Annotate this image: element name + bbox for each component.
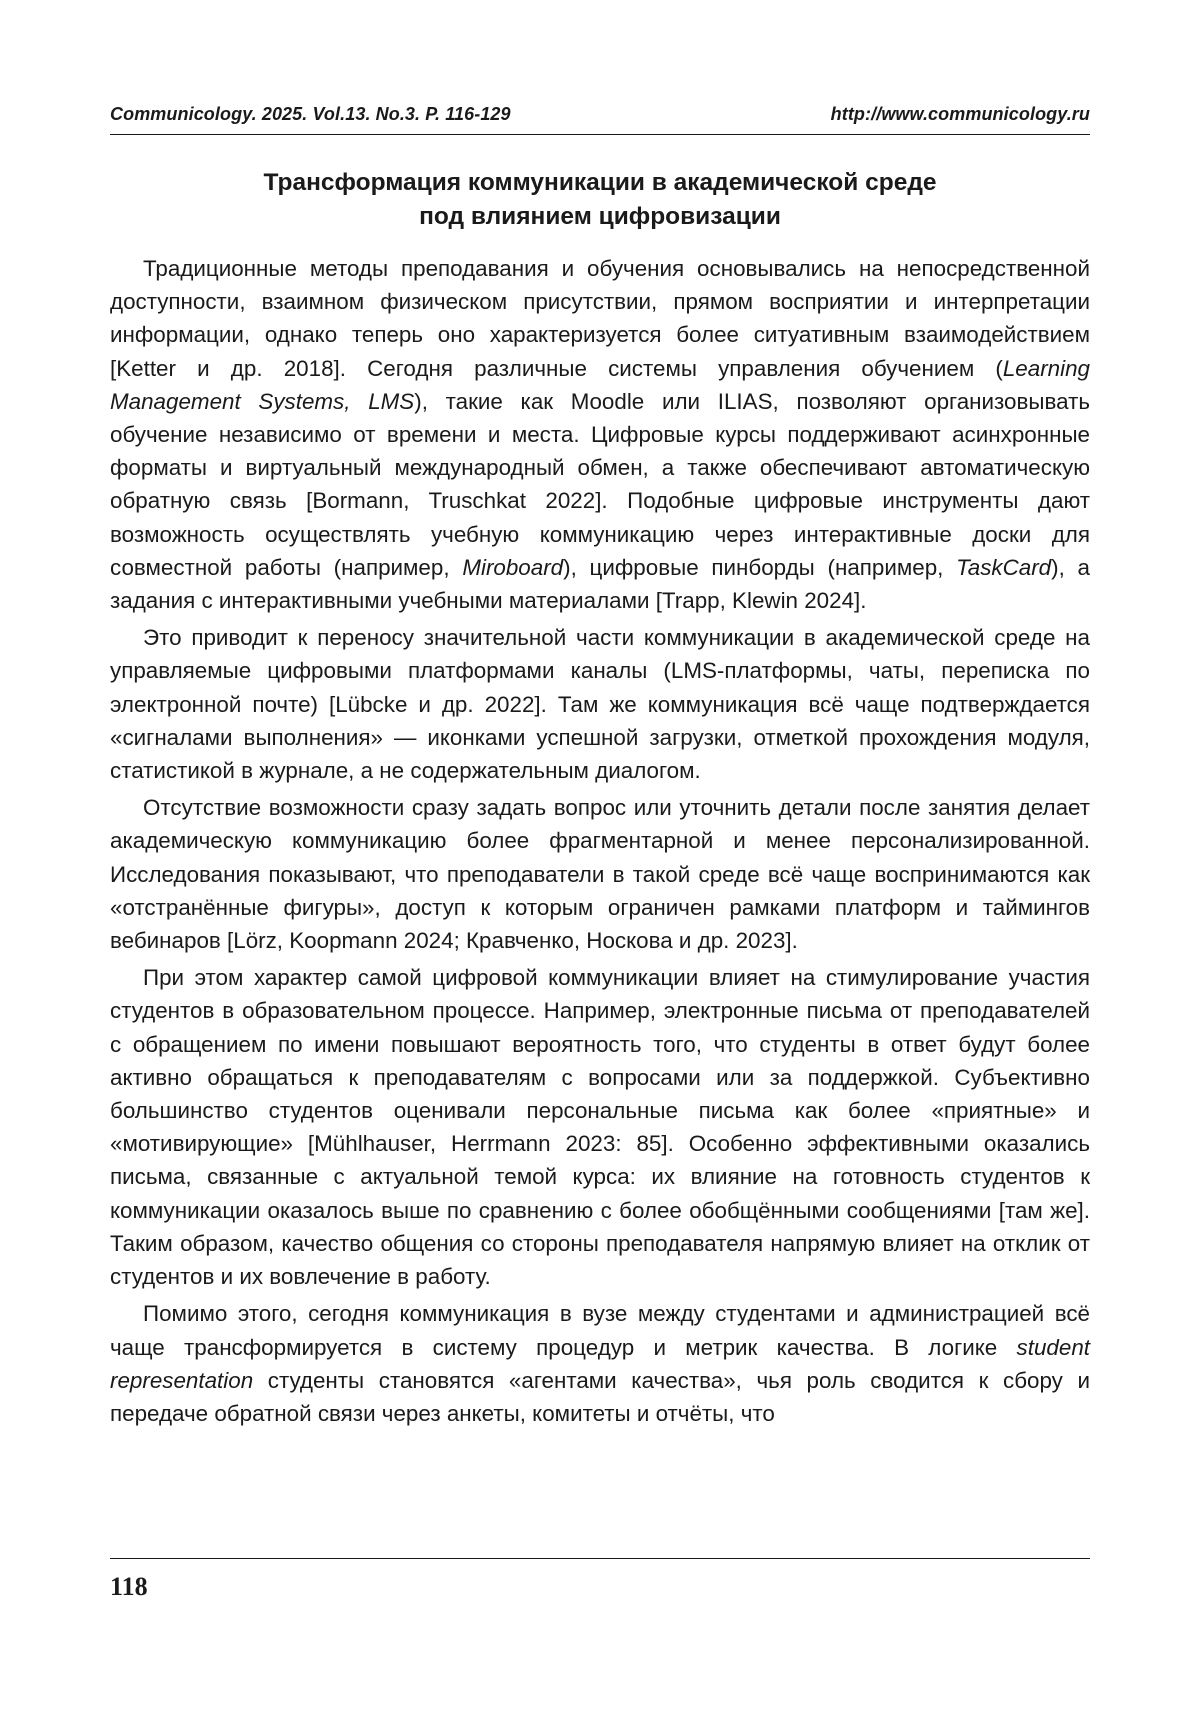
text-run: ), такие как Moodle или ILIAS, позволяют организовывать обучение независимо от времени и места. Цифровые курсы поддерживают асинхронные форматы и виртуальный международный обмен, а также обеспечивают автоматическую обратную связь [Bormann, Truschkat 2022]. Подобные цифровые инструменты дают возможность осуществлять учебную коммуникацию через интерактивные доски для совместной работы (например, [110,388,1090,580]
text-run: Помимо этого, сегодня коммуникация в вузе между студентами и администрацией всё чаще трансформируется в систему процедур и метрик качества. В логике [110,1301,1090,1360]
text-run: ), а задания с интерактивными учебными материалами [Trapp, Klewin 2024]. [110,554,1090,614]
text-run-italic: student representation [110,1334,1090,1393]
text-run: При этом характер самой цифровой коммуникации влияет на стимулирование участия студентов в образовательном процессе. Например, электронные письма от преподавателей с обращением по имени повышают вероятность того, что студенты в ответ будут более активно обращаться к преподавателям с вопросами или за поддержкой. Субъективно большинство студентов оценивали персональные письма как более «приятные» и «мотивирующие» [Mühlhauser, Herrmann 2023: 85]. Особенно эффективными оказались письма, связанные с актуальной темой курса: их влияние на готовность студентов к коммуникации оказалось выше по сравнению с более обобщёнными сообщениями [там же]. Таким образом, качество общения со стороны преподавателя напрямую влияет на отклик от студентов и их вовлечение в работу. [110,965,1090,1290]
running-header [110,104,1090,125]
body-paragraph [110,252,1090,617]
text-run: Отсутствие возможности сразу задать вопрос или уточнить детали после занятия делает академическую коммуникацию более фрагментарной и менее персонализированной. Исследования показывают, что преподаватели в такой среде всё чаще воспринимаются как «отстранённые фигуры», доступ к которым ограничен рамками платформ и таймингов вебинаров [Lörz, Koopmann 2024; Кравченко, Носкова и др. 2023]. [110,795,1090,954]
page-number: 118 [110,1572,148,1601]
section-title-line-1: Трансформация коммуникации в академической среде [263,169,937,196]
footer-rule [110,1558,1090,1559]
text-run: Это приводит к переносу значительной части коммуникации в академической среде на управляемые цифровыми платформами каналы (LMS-платформы, чаты, переписка по электронной почте) [Lübcke и др. 2022]. Там же коммуникация всё чаще подтверждается «сигналами выполнения» — иконками успешной загрузки, отметкой прохождения модуля, статистикой в журнале, а не содержательным диалогом. [110,625,1090,784]
text-run-italic: Miroboard [462,554,564,580]
article-body [110,252,1090,1430]
journal-citation: Communicology. 2025. Vol.13. No.3. P. 116-129 [110,104,511,124]
text-run: Традиционные методы преподавания и обучения основывались на непосредственной доступности, взаимном физическом присутствии, прямом восприятии и интерпретации информации, однако теперь оно характеризуется более ситуативным взаимодействием [Ketter и др. 2018]. Сегодня различные системы управления обучением ( [110,256,1090,381]
text-run-italic: TaskCard [956,554,1052,580]
body-paragraph [110,1297,1090,1430]
body-paragraph [110,791,1090,957]
text-run: ), цифровые пинборды (например, [563,554,957,580]
body-paragraph [110,961,1090,1293]
body-paragraph [110,621,1090,787]
section-title [110,166,1090,234]
header-rule [110,134,1090,135]
text-run-italic: Learning Management Systems, LMS [110,355,1090,414]
section-title-line-2: под влиянием цифровизации [419,203,781,230]
text-run: студенты становятся «агентами качества», чья роль сводится к сбору и передаче обратной связи через анкеты, комитеты и отчёты, что [110,1367,1090,1426]
journal-website[interactable]: http://www.communicology.ru [830,104,1090,124]
